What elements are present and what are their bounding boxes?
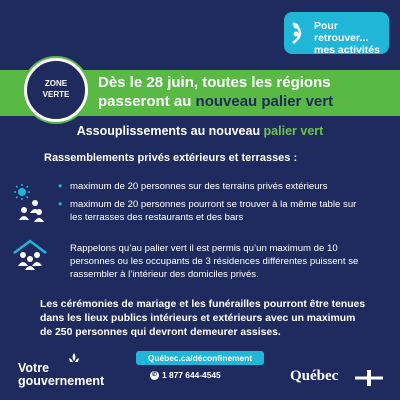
deconfinement-link[interactable]: Québec.ca/déconfinement: [136, 351, 264, 365]
phone-number[interactable]: [150, 369, 260, 381]
phone-icon: ✆: [151, 372, 158, 379]
logo-line-3: mes activités: [314, 44, 380, 56]
smile-icon: [291, 20, 309, 46]
house-people-icon: [12, 238, 48, 270]
section-title: Rassemblements privés extérieurs et terrasses :: [44, 152, 298, 164]
ceremony-note: Les cérémonies de mariage et les funérailles pourront être tenues dans les lieux publics intérieurs et extérieurs avec un maximum de 250 personnes qui devront demeurer assises.: [40, 299, 366, 338]
activities-logo: [284, 12, 389, 54]
gouvernement-logo: [18, 362, 104, 388]
bullet-item: [58, 180, 358, 193]
subtitle-highlight: palier vert: [263, 124, 324, 138]
fleur-de-lis-icon: [68, 353, 80, 365]
bullet-dot-icon: •: [58, 197, 63, 211]
quebec-flag-icon: [355, 370, 383, 386]
bullet-text: maximum de 20 personnes sur des terrains privés extérieurs: [70, 181, 328, 192]
phone-text: 1 877 644-4545: [162, 370, 221, 380]
bullet-dot-icon: •: [58, 179, 63, 193]
zone-verte-badge: [24, 58, 88, 122]
logo-text: [314, 20, 380, 56]
bullet-text: maximum de 20 personnes pourront se trouver à la même table sur les terrasses des restaurants et des bars: [70, 199, 357, 223]
headline-line-1: Dès le 28 juin, toutes les régions: [98, 74, 331, 91]
headline-prefix: passeront au: [98, 93, 196, 110]
badge-line-1: ZONE: [44, 79, 68, 88]
headline-line-2: [98, 92, 388, 111]
quebec-wordmark: Québec: [290, 368, 339, 384]
sun-people-icon: [12, 183, 46, 223]
bullet-item: [58, 198, 358, 224]
headline-emphasis: nouveau palier vert: [195, 93, 334, 110]
subtitle-text: Assouplissements au nouveau: [76, 124, 264, 138]
logo-line-2: retrouver...: [314, 32, 369, 44]
subtitle: [0, 124, 400, 138]
recall-text: Rappelons qu’au palier vert il est permis qu’un maximum de 10 personnes ou les occupants de 3 résidences différentes puissent se rassembler à l’intérieur des domiciles privés.: [70, 243, 359, 280]
logo-line-1: Pour: [314, 20, 338, 32]
headline: [98, 73, 388, 111]
badge-line-2: VERTE: [42, 90, 70, 99]
gov-line-1: Votre: [18, 361, 50, 375]
gov-line-2: gouvernement: [18, 374, 105, 388]
